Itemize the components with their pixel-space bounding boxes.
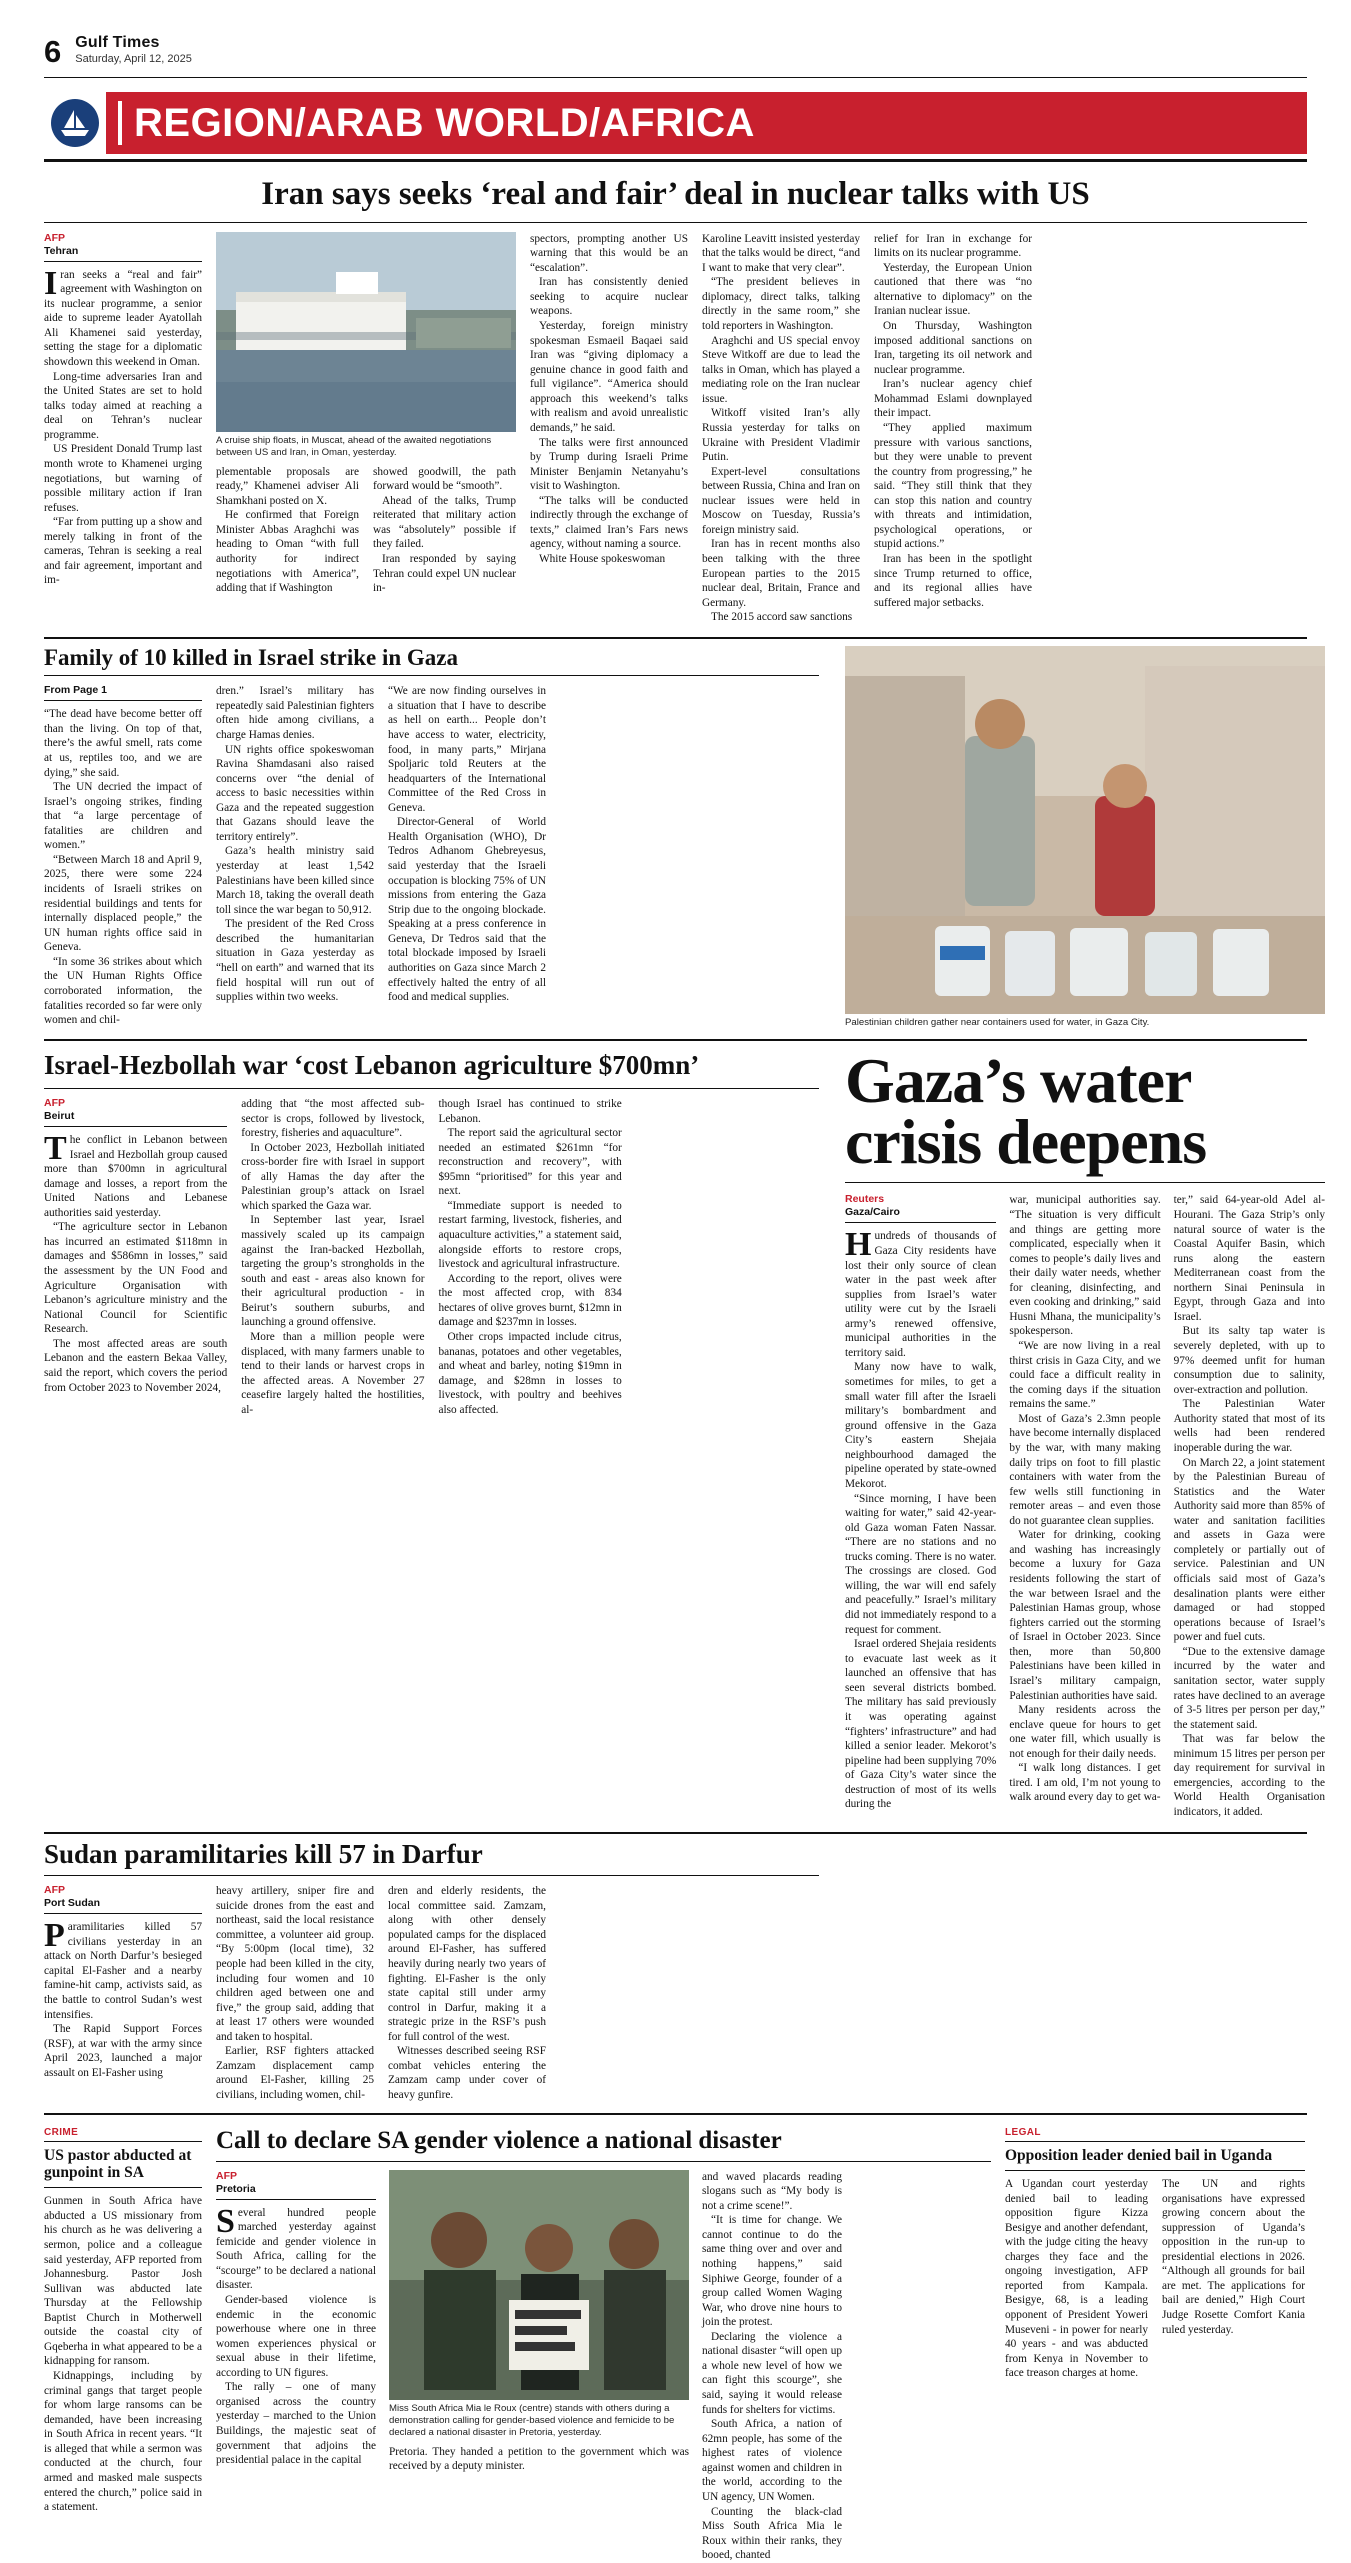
paragraph: Earlier, RSF fighters attacked Zamzam displacement camp around El-Fasher, killing 25 civilians, including women, chil-: [216, 2045, 374, 2102]
story1-photo: [216, 232, 516, 432]
paragraph: Iran has been in the spotlight since Trump returned to office, and its regional allies have suffered major setbacks.: [874, 553, 1032, 609]
story2-photo-block: [845, 646, 1325, 1029]
paper-name: Gulf Times: [75, 34, 160, 51]
story1-col4: [530, 232, 688, 625]
paragraph: Other crops impacted include citrus, bananas, potatoes and other vegetables, and wheat and barley, noting $19mn in damage, and $28mn in losses to livestock, with poultry and beehives also affected.: [438, 1330, 622, 1416]
story-gaza-water: [845, 1044, 1325, 1820]
paragraph: and waved placards reading slogans such as “My body is not a crime scene!”.: [702, 2170, 842, 2212]
paragraph: “The president believes in diplomacy, direct talks, talking directly in the same room,” she told reporters in Washington.: [702, 276, 860, 333]
paragraph: More than a million people were displaced, with many farmers unable to tend to their lands or harvest crops in the affected areas. A November 27 ceasefire largely halted the hostilities, al-: [241, 1330, 425, 1416]
story7-col1: [216, 2170, 376, 2563]
story1-col5: [702, 232, 860, 625]
paragraph: Iran has in recent months also been talking with the three European parties to the 2015 nuclear deal, Britain, France and Germany.: [702, 538, 860, 609]
section-banner: [44, 92, 1307, 154]
story-lebanon-agriculture: [44, 1051, 819, 1820]
story8-headline: Opposition leader denied bail in Uganda: [1005, 2146, 1273, 2164]
paragraph: A Ugandan court yesterday denied bail to leading opposition figure Kizza Besigye and another defendant, with the judge citing the heavy charges they face and the ongoing investigation, AFP reported from Kampala. Besigye, 68, is a leading opponent of President Yoweri Museveni - in power for nearly 40 years - and was abducted from Kenya in November to face treason charges at home.: [1005, 2177, 1148, 2380]
story7-byline-rule: [216, 2199, 376, 2200]
story7-headline: Call to declare SA gender violence a national disaster: [216, 2126, 782, 2154]
paragraph: The conflict in Lebanon between Israel and Hezbollah group caused more than $700mn in agricultural damage and losses, a report from the United Nations and Lebanese authorities said yesterday.: [44, 1129, 228, 1219]
banner-divider: [118, 101, 122, 145]
paragraph: Israel ordered Shejaia residents to evacuate last week as it launched an offensive that has seen several districts bombed. The military has said previously it was operating against “fighters’ infrastructure” and had killed a senior leader. Mekorot’s pipeline had been supplying 70% of Gaza City’s water since the destruction of most of its wells during the: [845, 1638, 997, 1811]
masthead: [44, 34, 1307, 73]
paragraph: “Far from putting up a show and merely talking in front of the cameras, Tehran is seeking a real and fair agreement, important and im-: [44, 516, 202, 587]
story3-byline-rule: [44, 1126, 227, 1127]
story3-columns: [44, 1097, 819, 1417]
paragraph: UN rights office spokeswoman Ravina Shamdasani also raised concerns over “the denial of access to basic necessities within Gaza and the repeated suggestion that Gazans should leave the territory entirely”.: [216, 743, 374, 843]
story1-byline-rule: [44, 261, 202, 262]
story4-byline-rule: [845, 1222, 996, 1223]
story2-byline: From Page 1: [44, 684, 108, 697]
paragraph: Declaring the violence a national disaster “will open up a whole new level of how we can fight this scourge”, she said, saying it would release funds for shelters for victims.: [702, 2330, 842, 2416]
paragraph: “It is time for change. We cannot continue to do the same thing over and over and nothing happens,” said Siphiwe George, founder of a group called Women Waging War, who drove nine hours to join the protest.: [702, 2214, 842, 2329]
story4-col3: [1174, 1193, 1325, 1819]
paragraph: relief for Iran in exchange for limits on its nuclear programme.: [874, 232, 1032, 260]
paragraph: “The dead have become better off than the living. On top of that, there’s the awful smell, rats come at us, reptiles too, and we are dying,” she said.: [44, 708, 202, 779]
story2-top-rule: [44, 637, 1307, 639]
story4-headline: Gaza’s water crisis deepens: [845, 1044, 1207, 1177]
story7-rule: [216, 2161, 991, 2162]
story2-col3: [388, 684, 546, 1027]
paper-emblem: [44, 92, 106, 154]
story4-rule: [845, 1182, 1325, 1183]
paragraph: spectors, prompting another US warning that this would be an “escalation”.: [530, 232, 688, 274]
story5-place: Port Sudan: [44, 1897, 101, 1910]
paragraph: Water for drinking, cooking and washing has increasingly become a luxury for Gaza residents following the start of the war between Israel and the Palestinian Hamas group, whose fighters carried out the storming of Israel in October 2023. Since then, more than 50,800 Palestinians have been killed in Israel’s military campaign, Palestinian authorities have said.: [1009, 1529, 1161, 1702]
story3-col2: [241, 1097, 424, 1417]
story5-col4: [560, 1884, 718, 2102]
story1-byline: AFP: [44, 231, 65, 244]
paragraph: “Due to the extensive damage incurred by the water and sanitation sector, water supply rates have declined to an average of 3-5 litres per person per day,” the statement said.: [1173, 1645, 1325, 1731]
dhow-icon: [51, 99, 99, 147]
paragraph: “We are now living in a real thirst crisis in Gaza City, and we could face a difficult reality in the coming days if the situation remains the same.”: [1009, 1340, 1161, 1411]
paragraph: But its salty tap water is severely depleted, with up to 97% deemed unfit for human consumption due to salinity, over-extraction and pollution.: [1173, 1325, 1325, 1396]
story1-headline: Iran says seeks ‘real and fair’ deal in nuclear talks with US: [261, 176, 1090, 212]
paragraph: The 2015 accord saw sanctions: [711, 611, 853, 624]
story-uganda-bail: [1005, 2127, 1305, 2563]
story5-byline-rule: [44, 1913, 202, 1914]
banner-bottom-rule: [44, 159, 1307, 162]
story3-place: Beirut: [44, 1109, 75, 1122]
story2-col4: [560, 684, 718, 1027]
paragraph: Gunmen in South Africa have abducted a US missionary from his church as he was delivering a sermon, police and a colleague said yesterday, AFP reported from Johannesburg. Pastor Josh Sullivan was abducted late Thursday at the Fellowship Baptist Church in Motherwell outside the coastal city of Gqeberha in what appeared to be a kidnapping for ransom.: [44, 2195, 202, 2368]
story8-kicker-rule: [1005, 2141, 1305, 2142]
story1-col2: [216, 232, 516, 625]
paragraph: According to the report, olives were the most affected crop, with 834 hectares of olive groves burnt, $12mn in damage and $237mn in losses.: [438, 1272, 622, 1329]
section-title: REGION/ARAB WORLD/AFRICA: [134, 101, 755, 145]
story7-col3: [702, 2170, 842, 2563]
story8-rule: [1005, 2170, 1305, 2171]
story7-byline: AFP: [216, 2169, 237, 2182]
paragraph: Karoline Leavitt insisted yesterday that the talks would be direct, “and I want to make that very clear”.: [702, 232, 860, 274]
paragraph: US President Donald Trump last month wrote to Khamenei urging negotiations, but warning of possible military action if Iran refuses.: [44, 443, 202, 514]
paragraph: Several hundred people marched yesterday against femicide and gender violence in South Africa, calling for the “scourge” to be declared a national disaster.: [216, 2202, 376, 2292]
story4-place: Gaza/Cairo: [845, 1206, 900, 1219]
paragraph: Long-time adversaries Iran and the United States are set to hold talks today aimed at reaching a deal on Tehran’s nuclear programme.: [44, 370, 202, 441]
paragraph: On Thursday, Washington imposed additional sanctions on Iran, targeting its oil network and nuclear programme.: [874, 320, 1032, 376]
story-iran-nuclear: [44, 178, 1307, 625]
story1-col6: [874, 232, 1032, 625]
paragraph: In October 2023, Hezbollah initiated cross-border fire with Israel in support of ally Hamas the day after the Palestinian group’s attack on Israel which sparked the Gaza war.: [241, 1141, 425, 1212]
bottom-row: [44, 2127, 1307, 2563]
story3-headline: Israel-Hezbollah war ‘cost Lebanon agriculture $700mn’: [44, 1049, 700, 1080]
paragraph: South Africa, a nation of 62mn people, has some of the highest rates of violence against women and children in the world, according to the UN agency, UN Women.: [702, 2418, 842, 2503]
paragraph: “We are now finding ourselves in a situation that I have to describe as hell on earth... People don’t have access to water, electricity, food, in many parts,” Mirjana Spoljaric told Reuters at the headquarters of the International Committee of the Red Cross in Geneva.: [388, 685, 546, 814]
story2-col1: [44, 684, 202, 1027]
paragraph: heavy artillery, sniper fire and suicide drones from the east and northeast, said the local resistance committee, a volunteer aid group. “By 5:00pm (local time), 32 people had been killed in the city, including four women and 10 children aged between one and five,” the group said, adding that at least 17 others were wounded and taken to hospital.: [216, 1885, 374, 2043]
story4-col2: [1009, 1193, 1160, 1819]
story1-place: Tehran: [44, 244, 79, 257]
paragraph: On March 22, a joint statement by the Palestinian Bureau of Statistics and the Water Authority said more than 85% of water and sanitation facilities and assets in Gaza were completely or partially out of service. Palestinian and UN officials said most of Gaza’s desalination plants were either damaged or had stopped operations because of Israel’s power and fuel cuts.: [1173, 1456, 1325, 1644]
story5-top-rule: [44, 1832, 1307, 1834]
paragraph: Witkoff visited Iran’s ally Russia yesterday for talks on Ukraine with President Vladimir Putin.: [702, 407, 860, 464]
paragraph: though Israel has continued to strike Lebanon.: [438, 1097, 622, 1125]
story8-kicker: LEGAL: [1005, 2126, 1041, 2138]
story1-caption: A cruise ship floats, in Muscat, ahead of the awaited negotiations between US and Iran, in Oman, yesterday.: [216, 434, 492, 458]
paragraph: White House spokeswoman: [539, 553, 666, 566]
page-folio: 6: [44, 34, 62, 69]
story1-columns: [44, 232, 1307, 625]
paragraph: Pretoria. They handed a petition to the government which was received by a deputy minister.: [389, 2445, 689, 2473]
paragraph: Kidnappings, including by criminal gangs that target people for whom large ransoms can be demanded, have been increasing in South Africa in recent years. “It is alleged that while a sermon was conducted at the church, four armed and masked male suspects entered the church,” police said in a statement.: [44, 2370, 202, 2514]
stories-lebanon-gaza-water: [44, 1044, 1325, 1820]
story4-byline: Reuters: [845, 1193, 885, 1206]
masthead-text: [75, 34, 192, 67]
story3-byline: AFP: [44, 1096, 65, 1109]
story-sa-gender-violence: [216, 2127, 991, 2563]
bottom-top-rule: [44, 2113, 1307, 2115]
story3-col4: [636, 1097, 819, 1417]
story7-place: Pretoria: [216, 2182, 256, 2195]
paragraph: He confirmed that Foreign Minister Abbas Araghchi was heading to Oman “with full authority for indirect negotiations with America”, adding that if Washington: [216, 509, 359, 595]
paragraph: Iran seeks a “real and fair” agreement with Washington on its nuclear programme, a senior aide to supreme leader Ayatollah Ali Khamenei said yesterday, setting the stage for a diplomatic showdown this weekend in Oman.: [44, 264, 202, 369]
paragraph: ter,” said 64-year-old Adel al-Hourani. The Gaza Strip’s only natural source of water is the Coastal Aquifer Basin, which runs along the eastern Mediterranean coast from the northern Sinai Peninsula in Egypt, through Gaza and into Israel.: [1173, 1194, 1325, 1323]
paragraph: Most of Gaza’s 2.3mn people have become internally displaced by the war, with many making daily trips on foot to fill plastic containers with water from the few wells still functioning in remoter areas – and even those do not guarantee clean supplies.: [1009, 1412, 1161, 1527]
masthead-rule: [44, 77, 1307, 78]
story7-caption: Miss South Africa Mia le Roux (centre) stands with others during a demonstration calling for gender-based violence and femicide to be declared a national disaster in Pretoria, yesterday.: [389, 2402, 675, 2438]
paragraph: dren and elderly residents, the local committee said. Zamzam, along with other densely populated camps for the displaced around El-Fasher, has suffered heavily during nearly two years of fighting. El-Fasher is the only state capital still under army control in Darfur, making it a strategic prize in the RSF’s push for full control of the west.: [388, 1885, 546, 2043]
story1-rule: [44, 222, 1307, 223]
paragraph: The president of the Red Cross described the humanitarian situation in Gaza yesterday as “hell on earth” and warned that its field hospital will run out of supplies within two weeks.: [216, 918, 374, 1004]
paragraph: “Immediate support is needed to restart farming, livestock, fisheries, and aquaculture activities,” a statement said, alongside efforts to restore crops, livestock and agricultural infrastructure.: [438, 1199, 622, 1271]
paragraph: Iran responded by saying Tehran could expel UN nuclear in-: [373, 553, 516, 595]
story-family-killed: [44, 637, 1307, 1029]
paragraph: The Rapid Support Forces (RSF), at war with the army since April 2023, launched a major assault on El-Fasher using: [44, 2023, 202, 2079]
paragraph: plementable proposals are ready,” Khamenei adviser Ali Shamkhani posted on X.: [216, 465, 359, 507]
gaza-children-photo: [845, 646, 1325, 1014]
story4-col1: [845, 1193, 996, 1819]
paragraph: The most affected areas are south Lebanon and the eastern Bekaa Valley, said the report, which covers the period from October 2023 to November 2024,: [44, 1337, 228, 1394]
sa-protest-photo: [389, 2170, 689, 2400]
paragraph: “The talks will be conducted indirectly through the exchange of texts,” claimed Iran’s Fars news agency, without naming a source.: [530, 494, 688, 551]
paragraph: Many now have to walk, sometimes for miles, to get a small water fill after the Israeli military’s bombardment and ground offensive in the Gaza City’s eastern Shejaia neighbourhood damaged the pipeline operated by state-owned Mekorot.: [845, 1361, 997, 1490]
paper-date: Saturday, April 12, 2025: [75, 53, 192, 65]
story4-columns: [845, 1193, 1325, 1819]
paragraph: The UN decried the impact of Israel’s ongoing strikes, finding that “a large percentage of fatalities are children and women.”: [44, 781, 202, 852]
paragraph: “Since morning, I have been waiting for water,” said 42-year-old Gaza woman Faten Nassar. “There are no stations and no trucks coming. There is no water. The crossings are closed. God willing, the war will end safely and peacefully.” Israel’s military did not immediately respond to a request for comment.: [845, 1492, 997, 1636]
paragraph: Hundreds of thousands of Gaza City residents have lost their only source of clean water in the past week after supplies from Israel’s water utility were cut by the Israeli army’s renewed offensive, municipal authorities in the territory said.: [845, 1226, 997, 1359]
story5-byline: AFP: [44, 1884, 65, 1897]
paragraph: adding that “the most affected sub-sector is crops, followed by livestock, forestry, fisheries and aquaculture”.: [241, 1097, 425, 1140]
paragraph: In September last year, Israel massively scaled up its campaign against the Iran-backed Hezbollah, targeting the group’s strongholds in the south and east - areas also known for their agricultural production - in Beirut’s southern suburbs, and launching a ground offensive.: [241, 1214, 425, 1329]
story-us-pastor: [44, 2127, 202, 2563]
story3-col1: [44, 1097, 227, 1417]
paragraph: Counting the black-clad Miss South Africa Mia le Roux within their ranks, they booed, chanted: [702, 2505, 842, 2562]
paragraph: “The agriculture sector in Lebanon has incurred an estimated $118mn in damages and $586mn in losses,” said the assessment by the UN Food and Agriculture Organisation with Lebanon’s agriculture ministry and the National Council for Scientific Research.: [44, 1221, 228, 1336]
story1-col1: [44, 232, 202, 625]
story7-photo-block: [389, 2170, 689, 2563]
story5-col3: [388, 1884, 546, 2102]
paragraph: Director-General of World Health Organisation (WHO), Dr Tedros Adhanom Ghebreyesus, said yesterday that the Israeli occupation is blocking 75% of UN missions from entering the Gaza Strip due to the ongoing blockade. Speaking at a press conference in Geneva, Dr Tedros said that the total blockade imposed by Israeli authorities on Gaza since March 2 effectively halted the entry of all food and medical supplies.: [388, 816, 546, 1004]
story7-col4: [855, 2170, 995, 2563]
story2-caption: Palestinian children gather near containers used for water, in Gaza City.: [845, 1016, 1150, 1028]
story2-columns: [44, 684, 819, 1027]
paragraph: Yesterday, the European Union cautioned that there was “no alternative to diplomacy” on the Iranian nuclear issue.: [874, 261, 1032, 318]
paragraph: The talks were first announced by Trump during Israeli Prime Minister Benjamin Netanyahu’s visit to Washington.: [530, 436, 688, 493]
paragraph: Gender-based violence is endemic in the economic powerhouse where one in three women experiences physical or sexual abuse in their lifetime, according to UN figures.: [216, 2293, 376, 2379]
paragraph: Many residents across the enclave queue for hours to get one water fill, which usually is not enough for their daily needs.: [1009, 1704, 1161, 1760]
paragraph: Expert-level consultations between Russia, China and Iran on nuclear issues were held in Moscow on Tuesday, Russia’s foreign ministry said.: [702, 465, 860, 536]
story-sudan-darfur: [44, 1832, 1307, 2103]
paragraph: That was far below the minimum 15 litres per person per day requirement for survival in emergencies, according to the World Health Organisation indicators, it added.: [1173, 1733, 1325, 1819]
paragraph: Iran has consistently denied seeking to acquire nuclear weapons.: [530, 276, 688, 318]
story2-col2: [216, 684, 374, 1027]
story2-headline: Family of 10 killed in Israel strike in Gaza: [44, 644, 458, 670]
story6-kicker-rule: [44, 2141, 202, 2142]
paragraph: The Palestinian Water Authority stated that most of its wells had been rendered inoperable during the war.: [1173, 1398, 1325, 1454]
paragraph: Araghchi and US special envoy Steve Witkoff are due to lead the talks in Oman, which has played a mediating role on the Iran nuclear issue.: [702, 334, 860, 405]
story5-headline: Sudan paramilitaries kill 57 in Darfur: [44, 1838, 483, 1869]
paragraph: “In some 36 strikes about which the UN Human Rights Office corroborated information, the fatalities recorded so far were only women and chil-: [44, 955, 202, 1027]
story6-headline: US pastor abducted at gunpoint in SA: [44, 2146, 192, 2181]
story6-rule: [44, 2187, 202, 2188]
paragraph: Witnesses described seeing RSF combat vehicles entering the Zamzam camp under cover of heavy gunfire.: [388, 2045, 546, 2102]
paragraph: Yesterday, foreign ministry spokesman Esmaeil Baqaei said Iran was “giving diplomacy a genuine chance in good faith and full vigilance”. “America should approach this weekend’s talks with realism and avoid unrealistic demands,” he said.: [530, 320, 688, 434]
paragraph: Paramilitaries killed 57 civilians yesterday in an attack on North Darfur’s besieged capital El-Fasher and a nearby famine-hit camp, activists said, as the battle to control Sudan’s west intensifies.: [44, 1917, 202, 2021]
story5-col1: [44, 1884, 202, 2102]
story5-columns: [44, 1884, 819, 2102]
story2-rule: [44, 675, 819, 676]
paragraph: “They applied maximum pressure with various sanctions, but they were unable to prevent the country from progressing,” he said. “They still think that they can stop this nation and country with threats and intimidation, psychological operations, or stupid actions.”: [874, 421, 1032, 551]
story3-rule: [44, 1088, 819, 1089]
paragraph: war, municipal authorities say. “The situation is very difficult and things are getting more complicated, especially when it comes to people’s daily lives and their daily water needs, whether for cleaning, disinfecting, and even cooking and drinking,” said Husni Mhana, the municipality’s spokesperson.: [1009, 1194, 1161, 1338]
paragraph: Gaza’s health ministry said yesterday at least 1,542 Palestinians have been killed since March 18, taking the overall death toll since the war began to 50,912.: [216, 845, 374, 916]
paragraph: dren.” Israel’s military has repeatedly said Palestinian fighters often hide among civilians, a charge Hamas denies.: [216, 685, 374, 741]
paragraph: The rally – one of many organised across the country yesterday – marched to the Union Buildings, the majestic seat of government that adjoins the presidential palace in the capital: [216, 2381, 376, 2467]
paragraph: Iran’s nuclear agency chief Mohammad Eslami downplayed their impact.: [874, 378, 1032, 420]
story2-byline-rule: [44, 700, 202, 701]
paragraph: The report said the agricultural sector needed an estimated $261mn “for reconstruction and recovery”, with $95mn “prioritised” for this year and next.: [438, 1127, 622, 1198]
story6-kicker: CRIME: [44, 2126, 79, 2138]
story34-top-rule: [44, 1039, 1307, 1041]
story5-rule: [44, 1875, 819, 1876]
story3-col3: [439, 1097, 622, 1417]
paragraph: “Between March 18 and April 9, 2025, there were some 224 incidents of Israeli strikes on residential buildings and tents for internally displaced people,” the UN human rights office said in Geneva.: [44, 853, 202, 954]
paragraph: showed goodwill, the path forward would be “smooth”.: [373, 465, 516, 493]
story7-columns: [216, 2170, 991, 2563]
paragraph: “I walk long distances. I get tired. I am old, I’m not young to walk around every day to get wa-: [1009, 1762, 1161, 1804]
paragraph: The UN and rights organisations have expressed growing concern about the suppression of Uganda’s opposition in the run-up to presidential elections in 2026. “Although all grounds for bail are met. The applications for bail are denied,” High Court Judge Rosette Comfort Kania ruled yesterday.: [1162, 2177, 1305, 2336]
paragraph: Ahead of the talks, Trump reiterated that military action was “absolutely” possible if they failed.: [373, 494, 516, 551]
story5-col2: [216, 1884, 374, 2102]
